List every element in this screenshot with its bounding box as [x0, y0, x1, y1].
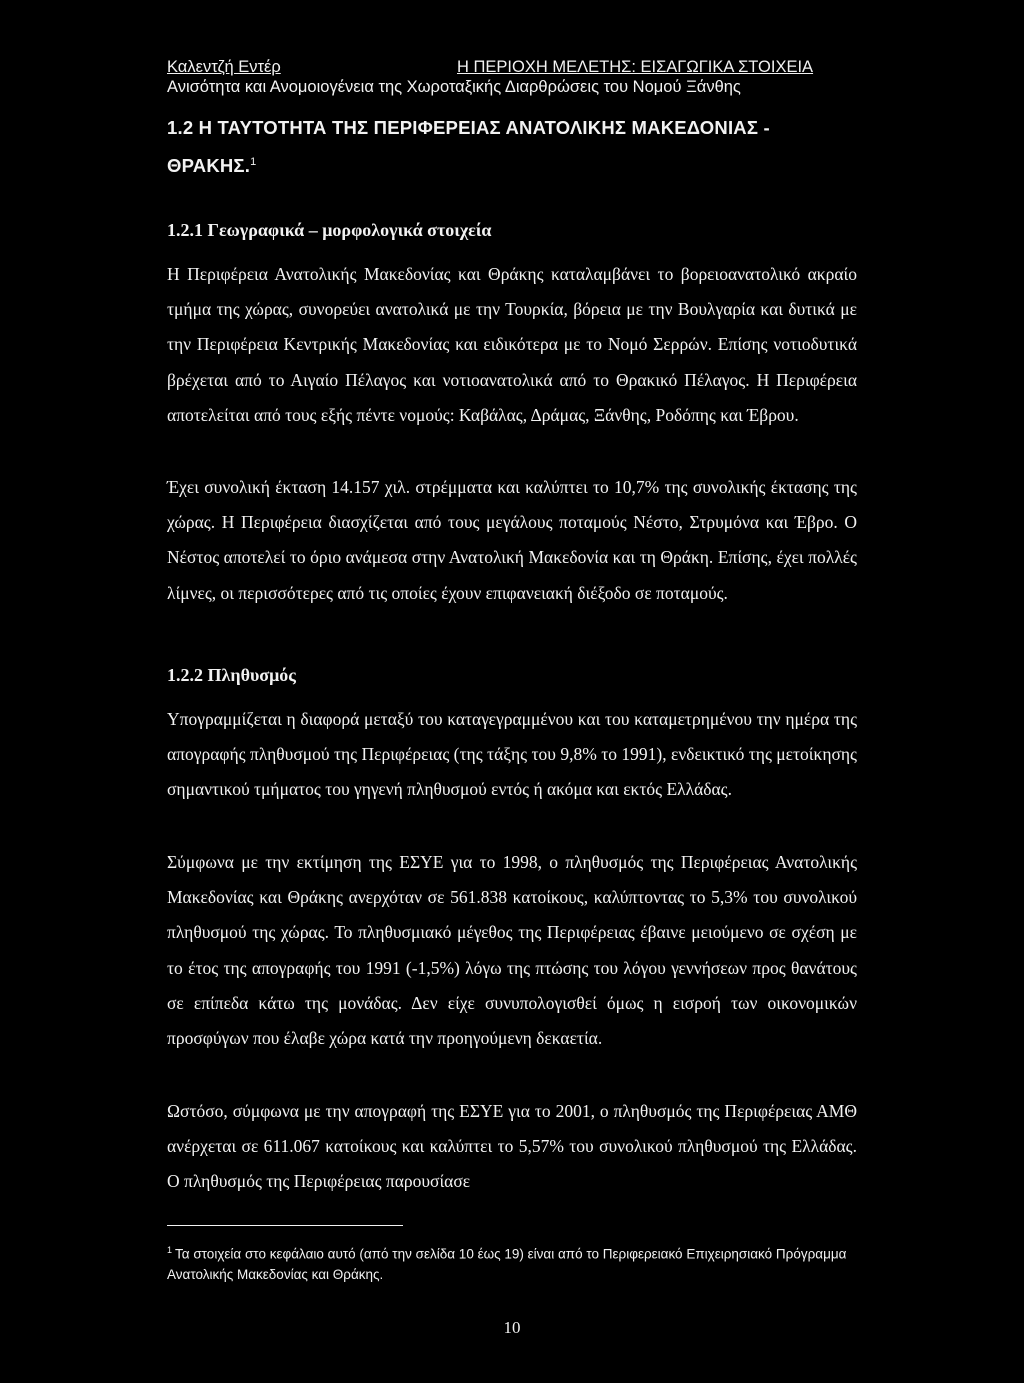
footnote-reference: 1 [250, 156, 257, 168]
subsection-title-population: 1.2.2 Πληθυσμός [167, 665, 296, 685]
paragraph: Σύμφωνα με την εκτίμηση της ΕΣΥΕ για το 1998, ο πληθυσμός της Περιφέρειας Ανατολικής Μακεδονίας και Θράκης ανερχόταν σε 561.838 κατοίκους, καλύπτοντας το 5,3% του συνολικού πληθυσμού της χώρας. Το πληθυσμιακό μέγεθος της Περιφέρειας έβαινε μειούμενο σε σχέση με το έτος της απογραφής του 1991 (-1,5%) λόγω της πτώσης του λόγου γεννήσεων προς θανάτους σε επίπεδα κάτω της μονάδας. Δεν είχε συνυπολογισθεί όμως η εισροή των οικονομικών προσφύγων που έλαβε χώρα κατά την προηγούμενη δεκαετία. [167, 852, 857, 1049]
header-subtitle: Ανισότητα και Ανομοιογένεια της Χωροταξικής Διαρθρώσεις του Νομού Ξάνθης [167, 78, 741, 96]
population-body-2 [167, 845, 857, 1056]
header-chapter-title: Η ΠΕΡΙΟΧΗ ΜΕΛΕΤΗΣ: ΕΙΣΑΓΩΓΙΚΑ ΣΤΟΙΧΕΙΑ [457, 58, 814, 76]
geography-body [167, 257, 857, 433]
paragraph: Η Περιφέρεια Ανατολικής Μακεδονίας και Θράκης καταλαμβάνει το βορειοανατολικό ακραίο τμήμα της χώρας, συνορεύει ανατολικά με την Τουρκία, βόρεια με την Βουλγαρία και δυτικά με την Περιφέρεια Κεντρικής Μακεδονίας και ειδικότερα με το Νομό Σερρών. Επίσης νοτιοδυτικά βρέχεται από το Αιγαίο Πέλαγος και νοτιοανατολικά από το Θρακικό Πέλαγος. Η Περιφέρεια αποτελείται από τους εξής πέντε νομούς: Καβάλας, Δράμας, Ξάνθης, Ροδόπης και Έβρου. [167, 264, 857, 425]
section-title-text: 1.2 Η ΤΑΥΤΟΤΗΤΑ ΤΗΣ ΠΕΡΙΦΕΡΕΙΑΣ ΑΝΑΤΟΛΙΚΗΣ ΜΑΚΕΔΟΝΙΑΣ - ΘΡΑΚΗΣ. [167, 117, 770, 177]
section-title [167, 111, 857, 183]
geography-body-2 [167, 470, 857, 611]
footnote-marker: 1 [167, 1245, 173, 1255]
header-top-row [167, 57, 867, 77]
geography-subsection [167, 219, 857, 241]
paragraph: Υπογραμμίζεται η διαφορά μεταξύ του καταγεγραμμένου και του καταμετρημένου την ημέρα της απογραφής πληθυσμού της Περιφέρειας (της τάξης του 9,8% το 1991), ενδεικτικό της μετοίκησης σημαντικού τμήματος του γηγενή πληθυσμού εντός ή ακόμα και εκτός Ελλάδας. [167, 709, 857, 800]
running-header [167, 57, 867, 97]
header-author: Καλεντζή Εντέρ [167, 58, 281, 76]
footnote-text: Τα στοιχεία στο κεφάλαιο αυτό (από την σελίδα 10 έως 19) είναι από το Περιφερειακό Επιχειρησιακό Πρόγραμμα Ανατολικής Μακεδονίας και Θράκης. [167, 1246, 847, 1282]
population-subsection [167, 664, 857, 686]
subsection-title-geography: 1.2.1 Γεωγραφικά – μορφολογικά στοιχεία [167, 220, 492, 240]
population-body [167, 702, 857, 808]
section-heading [167, 111, 857, 183]
footnote-divider [167, 1225, 403, 1226]
footnote [167, 1240, 857, 1285]
paragraph: Έχει συνολική έκταση 14.157 χιλ. στρέμματα και καλύπτει το 10,7% της συνολικής έκτασης της χώρας. Η Περιφέρεια διασχίζεται από τους μεγάλους ποταμούς Νέστο, Στρυμόνα και Έβρο. Ο Νέστος αποτελεί το όριο ανάμεσα στην Ανατολική Μακεδονία και τη Θράκη. Επίσης, έχει πολλές λίμνες, οι περισσότερες από τις οποίες έχουν επιφανειακή διέξοδο σε ποταμούς. [167, 477, 857, 603]
paragraph: Ωστόσο, σύμφωνα με την απογραφή της ΕΣΥΕ για το 2001, ο πληθυσμός της Περιφέρειας ΑΜΘ ανέρχεται σε 611.067 κατοίκους και καλύπτει το 5,57% του συνολικού πληθυσμού της Ελλάδας. Ο πληθυσμός της Περιφέρειας παρουσίασε [167, 1101, 857, 1192]
population-body-3 [167, 1094, 857, 1200]
page-number: 10 [503, 1318, 521, 1337]
